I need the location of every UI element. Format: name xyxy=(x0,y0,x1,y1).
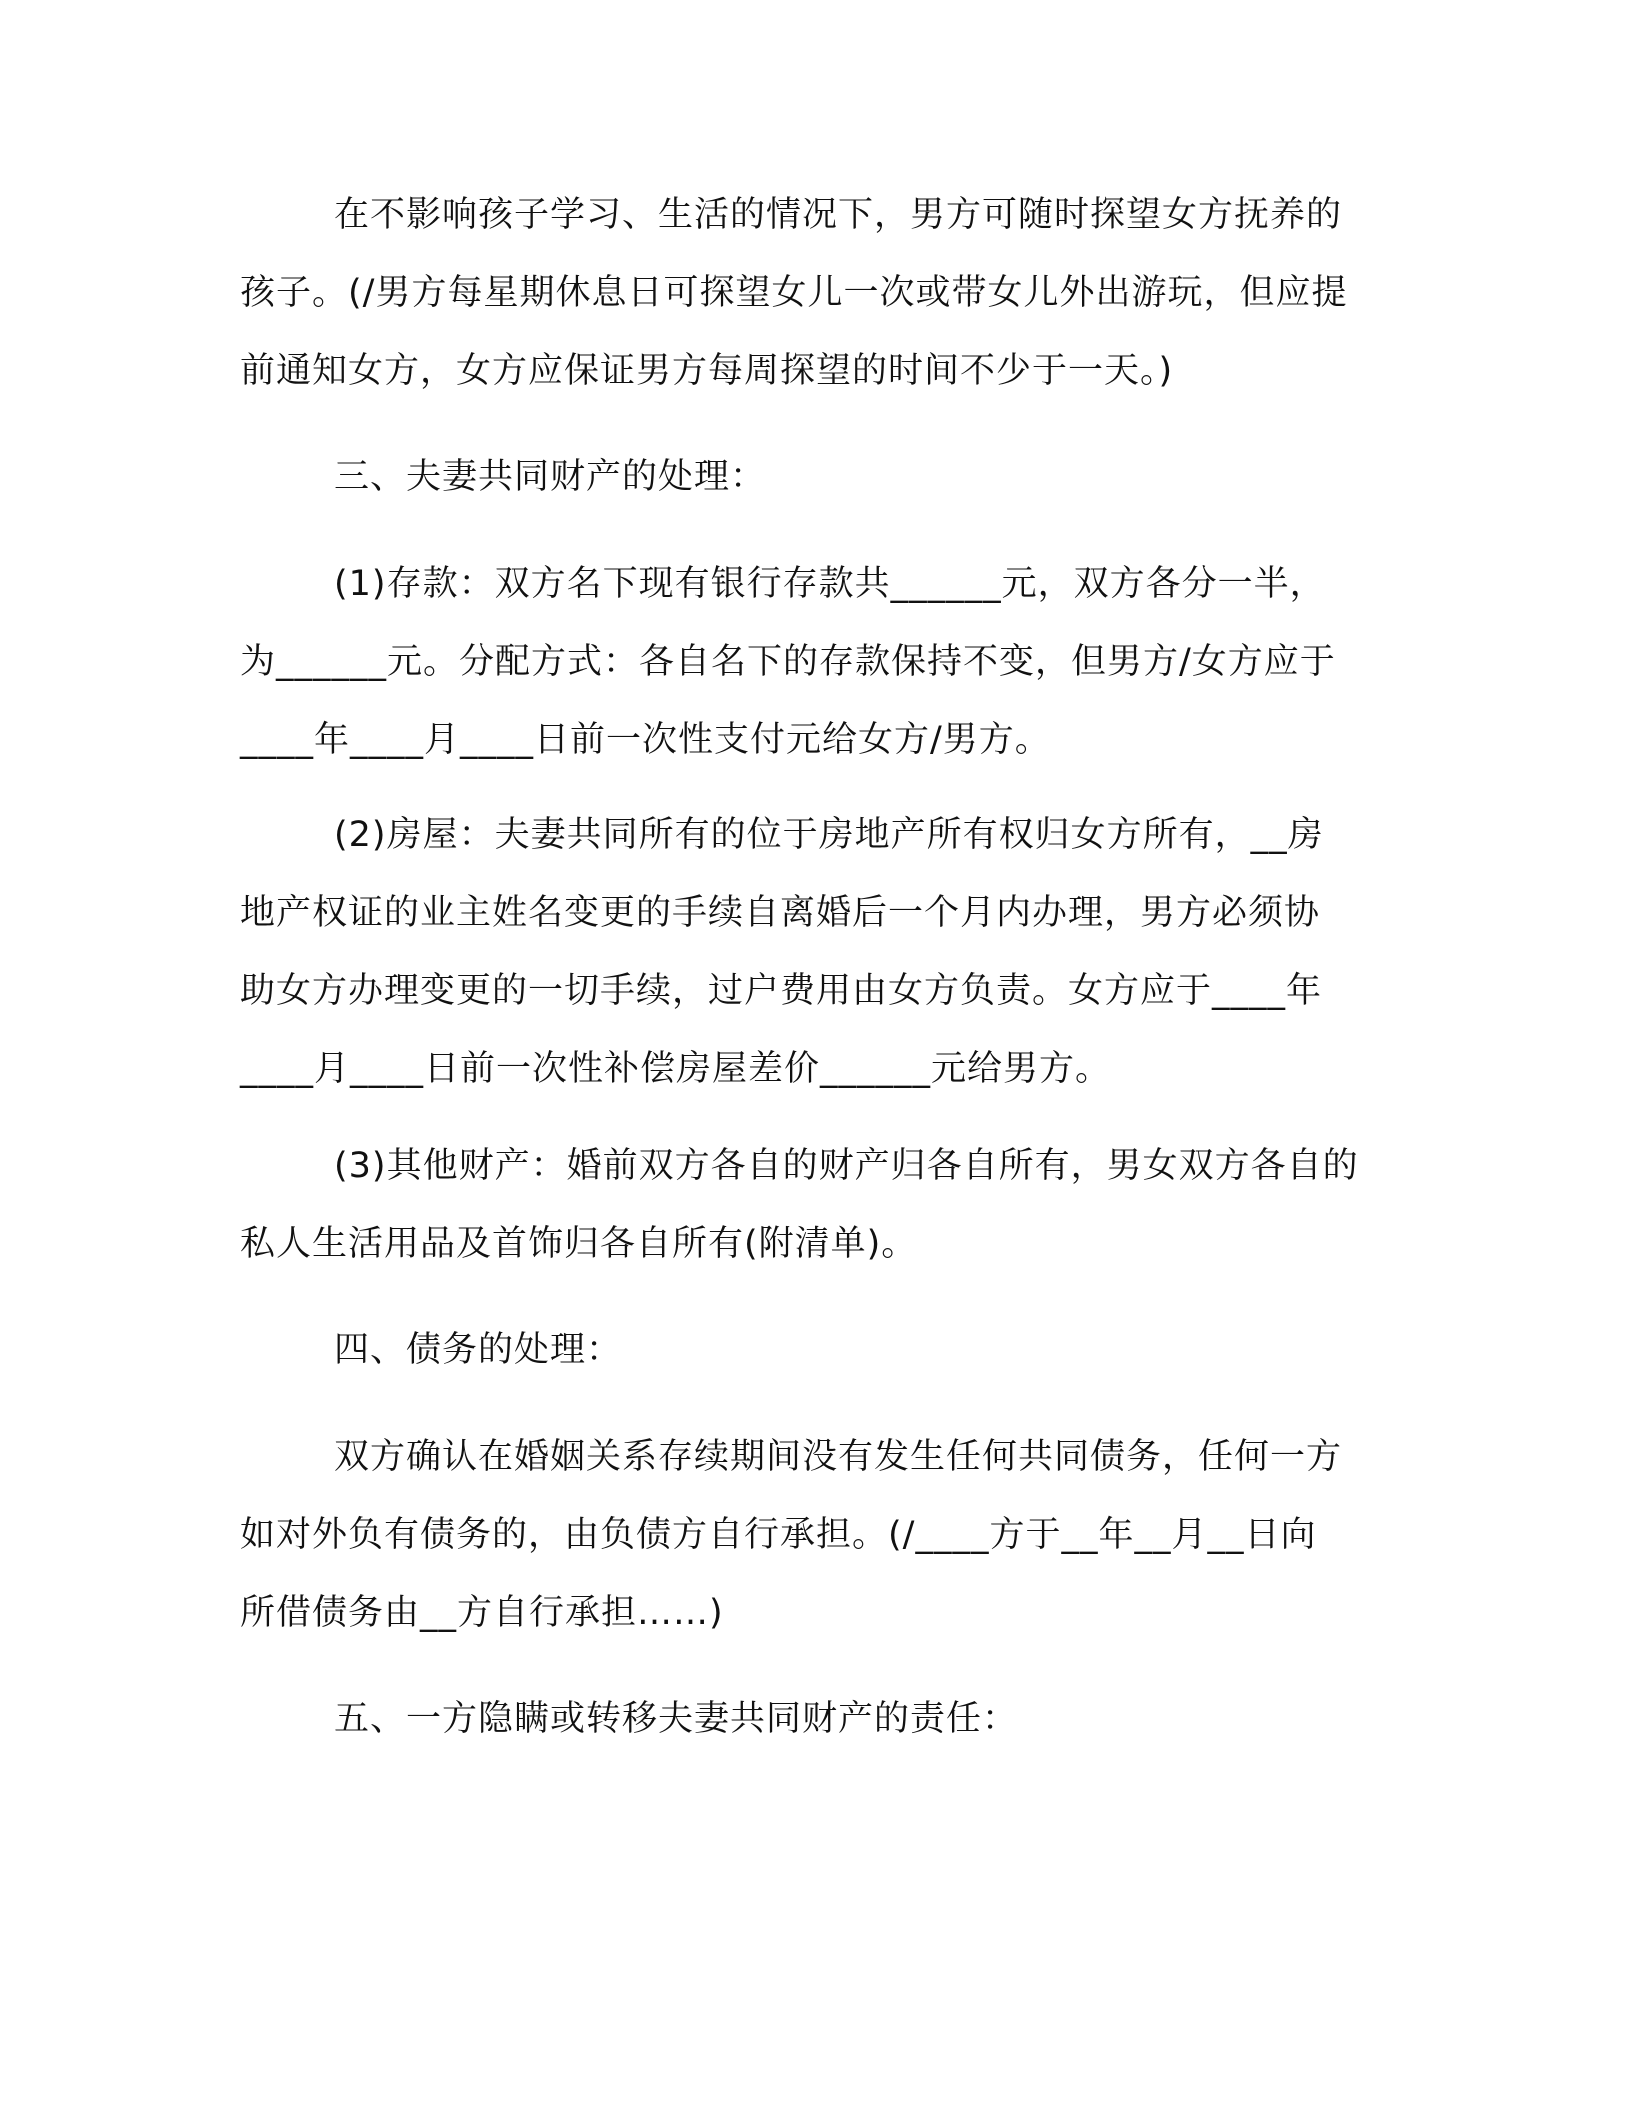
text-line: 为______元。分配方式：各自名下的存款保持不变，但男方/女方应于 xyxy=(240,642,1336,682)
text-line: 在不影响孩子学习、生活的情况下，男方可随时探望女方抚养的 xyxy=(334,195,1343,235)
paragraph-other-property xyxy=(240,1127,1390,1283)
paragraph-debts xyxy=(240,1418,1390,1652)
section-heading-property: 三、夫妻共同财产的处理： xyxy=(334,457,767,497)
section-heading-debts: 四、债务的处理： xyxy=(334,1330,623,1370)
text-line: ____年____月____日前一次性支付元给女方/男方。 xyxy=(240,720,1051,760)
text-line: (3)其他财产：婚前双方各自的财产归各自所有，男女双方各自的 xyxy=(334,1146,1359,1186)
paragraph-deposits xyxy=(240,545,1390,779)
text-line: 所借债务由__方自行承担……) xyxy=(240,1593,724,1633)
text-line: 私人生活用品及首饰归各自所有(附清单)。 xyxy=(240,1224,918,1264)
section-heading-concealment: 五、一方隐瞒或转移夫妻共同财产的责任： xyxy=(334,1699,1019,1739)
paragraph-visitation xyxy=(240,176,1390,410)
paragraph-house xyxy=(240,796,1390,1108)
text-line: 双方确认在婚姻关系存续期间没有发生任何共同债务，任何一方 xyxy=(334,1437,1343,1477)
text-line: 如对外负有债务的，由负债方自行承担。(/____方于__年__月__日向 xyxy=(240,1515,1317,1555)
text-line: ____月____日前一次性补偿房屋差价______元给男方。 xyxy=(240,1049,1112,1089)
text-line: (1)存款：双方名下现有银行存款共______元，双方各分一半， xyxy=(334,564,1326,604)
text-line: 助女方办理变更的一切手续，过户费用由女方负责。女方应于____年 xyxy=(240,971,1323,1011)
text-line: (2)房屋：夫妻共同所有的位于房地产所有权归女方所有，__房 xyxy=(334,815,1324,855)
text-line: 前通知女方，女方应保证男方每周探望的时间不少于一天。) xyxy=(240,351,1174,391)
text-line: 孩子。(/男方每星期休息日可探望女儿一次或带女儿外出游玩，但应提 xyxy=(240,273,1348,313)
text-line: 地产权证的业主姓名变更的手续自离婚后一个月内办理，男方必须协 xyxy=(240,893,1321,933)
